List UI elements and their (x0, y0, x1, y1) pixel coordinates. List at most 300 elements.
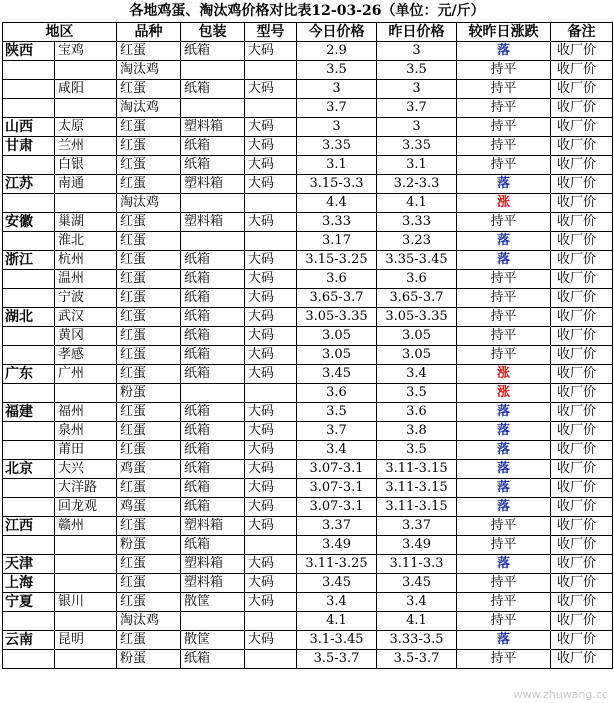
size-cell: 大码 (245, 479, 297, 498)
today-price-cell: 3.7 (297, 422, 377, 441)
variety-cell: 红蛋 (117, 251, 181, 270)
city-cell: 莆田 (55, 441, 117, 460)
size-cell (245, 232, 297, 251)
note-cell: 收厂价 (551, 346, 613, 365)
packaging-cell: 纸箱 (181, 251, 245, 270)
packaging-cell (181, 612, 245, 631)
today-price-cell: 3.45 (297, 574, 377, 593)
packaging-cell: 纸箱 (181, 327, 245, 346)
variety-cell: 红蛋 (117, 42, 181, 61)
packaging-cell: 纸箱 (181, 498, 245, 517)
province-cell (3, 498, 55, 517)
change-cell: 持平 (457, 213, 551, 232)
province-cell (3, 346, 55, 365)
note-cell: 收厂价 (551, 517, 613, 536)
city-cell: 昆明 (55, 631, 117, 650)
change-cell: 持平 (457, 327, 551, 346)
table-row (3, 156, 613, 175)
yesterday-price-cell: 3.35-3.45 (377, 251, 457, 270)
size-cell: 大码 (245, 498, 297, 517)
today-price-cell: 3.07-3.1 (297, 479, 377, 498)
variety-cell: 红蛋 (117, 422, 181, 441)
yesterday-price-cell: 3.45 (377, 574, 457, 593)
note-cell: 收厂价 (551, 650, 613, 669)
note-cell: 收厂价 (551, 536, 613, 555)
table-row (3, 346, 613, 365)
packaging-cell: 纸箱 (181, 80, 245, 99)
variety-cell: 粉蛋 (117, 650, 181, 669)
size-cell (245, 384, 297, 403)
note-cell: 收厂价 (551, 270, 613, 289)
size-cell: 大码 (245, 593, 297, 612)
province-cell: 广东 (3, 365, 55, 384)
packaging-cell: 纸箱 (181, 270, 245, 289)
today-price-cell: 3.45 (297, 365, 377, 384)
table-row (3, 422, 613, 441)
packaging-cell: 塑料箱 (181, 213, 245, 232)
table-row (3, 612, 613, 631)
today-price-cell: 3.1 (297, 156, 377, 175)
today-price-cell: 3.7 (297, 99, 377, 118)
note-cell: 收厂价 (551, 384, 613, 403)
variety-cell: 红蛋 (117, 593, 181, 612)
table-row (3, 270, 613, 289)
size-cell: 大码 (245, 156, 297, 175)
note-cell: 收厂价 (551, 460, 613, 479)
packaging-cell: 塑料箱 (181, 555, 245, 574)
change-cell: 落 (457, 479, 551, 498)
city-cell (55, 61, 117, 80)
yesterday-price-cell: 3.4 (377, 365, 457, 384)
city-cell: 宝鸡 (55, 42, 117, 61)
header-today-price: 今日价格 (297, 23, 377, 42)
change-cell: 涨 (457, 365, 551, 384)
size-cell: 大码 (245, 631, 297, 650)
note-cell: 收厂价 (551, 175, 613, 194)
change-cell: 落 (457, 631, 551, 650)
size-cell (245, 99, 297, 118)
city-cell: 白银 (55, 156, 117, 175)
packaging-cell: 纸箱 (181, 650, 245, 669)
packaging-cell (181, 232, 245, 251)
province-cell: 江苏 (3, 175, 55, 194)
size-cell (245, 61, 297, 80)
table-row (3, 99, 613, 118)
table-body (3, 42, 613, 669)
province-cell (3, 422, 55, 441)
variety-cell: 红蛋 (117, 346, 181, 365)
today-price-cell: 3 (297, 80, 377, 99)
city-cell: 泉州 (55, 422, 117, 441)
province-cell (3, 327, 55, 346)
size-cell: 大码 (245, 327, 297, 346)
header-packaging: 包装 (181, 23, 245, 42)
city-cell: 大洋路 (55, 479, 117, 498)
yesterday-price-cell: 3.49 (377, 536, 457, 555)
size-cell: 大码 (245, 80, 297, 99)
change-cell: 持平 (457, 156, 551, 175)
header-size: 型号 (245, 23, 297, 42)
province-cell (3, 232, 55, 251)
note-cell: 收厂价 (551, 213, 613, 232)
change-cell: 持平 (457, 118, 551, 137)
change-cell: 落 (457, 441, 551, 460)
today-price-cell: 3.11-3.25 (297, 555, 377, 574)
size-cell (245, 650, 297, 669)
variety-cell: 红蛋 (117, 479, 181, 498)
table-row (3, 118, 613, 137)
packaging-cell: 塑料箱 (181, 175, 245, 194)
today-price-cell: 3 (297, 118, 377, 137)
province-cell (3, 612, 55, 631)
packaging-cell: 纸箱 (181, 536, 245, 555)
note-cell: 收厂价 (551, 422, 613, 441)
size-cell: 大码 (245, 422, 297, 441)
table-row (3, 650, 613, 669)
city-cell (55, 574, 117, 593)
table-row (3, 365, 613, 384)
variety-cell: 红蛋 (117, 631, 181, 650)
variety-cell: 红蛋 (117, 232, 181, 251)
variety-cell: 红蛋 (117, 327, 181, 346)
today-price-cell: 4.1 (297, 612, 377, 631)
city-cell: 赣州 (55, 517, 117, 536)
city-cell: 杭州 (55, 251, 117, 270)
packaging-cell: 散筐 (181, 593, 245, 612)
variety-cell: 红蛋 (117, 156, 181, 175)
today-price-cell: 3.07-3.1 (297, 460, 377, 479)
province-cell (3, 80, 55, 99)
change-cell: 落 (457, 232, 551, 251)
yesterday-price-cell: 3.7 (377, 99, 457, 118)
size-cell: 大码 (245, 175, 297, 194)
table-row (3, 137, 613, 156)
packaging-cell: 纸箱 (181, 365, 245, 384)
change-cell: 持平 (457, 80, 551, 99)
variety-cell: 红蛋 (117, 270, 181, 289)
size-cell: 大码 (245, 42, 297, 61)
province-cell (3, 289, 55, 308)
table-row (3, 42, 613, 61)
change-cell: 持平 (457, 650, 551, 669)
yesterday-price-cell: 3.35 (377, 137, 457, 156)
table-row (3, 175, 613, 194)
note-cell: 收厂价 (551, 137, 613, 156)
yesterday-price-cell: 3.5-3.7 (377, 650, 457, 669)
city-cell (55, 194, 117, 213)
province-cell: 福建 (3, 403, 55, 422)
note-cell: 收厂价 (551, 251, 613, 270)
note-cell: 收厂价 (551, 612, 613, 631)
note-cell: 收厂价 (551, 80, 613, 99)
size-cell: 大码 (245, 460, 297, 479)
packaging-cell: 纸箱 (181, 156, 245, 175)
size-cell (245, 194, 297, 213)
province-cell (3, 61, 55, 80)
packaging-cell: 纸箱 (181, 422, 245, 441)
yesterday-price-cell: 3 (377, 118, 457, 137)
yesterday-price-cell: 3.1 (377, 156, 457, 175)
yesterday-price-cell: 3.5 (377, 61, 457, 80)
packaging-cell: 纸箱 (181, 460, 245, 479)
province-cell: 浙江 (3, 251, 55, 270)
province-cell (3, 384, 55, 403)
packaging-cell: 纸箱 (181, 308, 245, 327)
change-cell: 落 (457, 251, 551, 270)
note-cell: 收厂价 (551, 308, 613, 327)
change-cell: 持平 (457, 574, 551, 593)
change-cell: 落 (457, 175, 551, 194)
yesterday-price-cell: 3.33 (377, 213, 457, 232)
variety-cell: 红蛋 (117, 574, 181, 593)
variety-cell: 粉蛋 (117, 536, 181, 555)
province-cell: 云南 (3, 631, 55, 650)
header-row (3, 23, 613, 42)
variety-cell: 红蛋 (117, 175, 181, 194)
variety-cell: 红蛋 (117, 308, 181, 327)
variety-cell: 红蛋 (117, 137, 181, 156)
change-cell: 持平 (457, 536, 551, 555)
city-cell: 温州 (55, 270, 117, 289)
yesterday-price-cell: 3 (377, 80, 457, 99)
yesterday-price-cell: 3.05 (377, 346, 457, 365)
header-variety: 品种 (117, 23, 181, 42)
change-cell: 持平 (457, 99, 551, 118)
today-price-cell: 3.15-3.25 (297, 251, 377, 270)
packaging-cell (181, 384, 245, 403)
size-cell: 大码 (245, 403, 297, 422)
note-cell: 收厂价 (551, 99, 613, 118)
change-cell: 涨 (457, 384, 551, 403)
change-cell: 落 (457, 42, 551, 61)
today-price-cell: 3.15-3.3 (297, 175, 377, 194)
note-cell: 收厂价 (551, 631, 613, 650)
size-cell: 大码 (245, 289, 297, 308)
table-row (3, 289, 613, 308)
packaging-cell (181, 99, 245, 118)
packaging-cell: 纸箱 (181, 346, 245, 365)
yesterday-price-cell: 3.11-3.15 (377, 479, 457, 498)
table-row (3, 479, 613, 498)
table-row (3, 80, 613, 99)
city-cell (55, 555, 117, 574)
change-cell: 落 (457, 498, 551, 517)
note-cell: 收厂价 (551, 479, 613, 498)
note-cell: 收厂价 (551, 574, 613, 593)
table-row (3, 498, 613, 517)
size-cell: 大码 (245, 346, 297, 365)
packaging-cell: 纸箱 (181, 42, 245, 61)
table-row (3, 593, 613, 612)
note-cell: 收厂价 (551, 61, 613, 80)
header-change: 较昨日涨跌 (457, 23, 551, 42)
yesterday-price-cell: 3.4 (377, 593, 457, 612)
size-cell: 大码 (245, 555, 297, 574)
yesterday-price-cell: 3.5 (377, 441, 457, 460)
size-cell: 大码 (245, 441, 297, 460)
variety-cell: 鸡蛋 (117, 460, 181, 479)
city-cell: 兰州 (55, 137, 117, 156)
variety-cell: 红蛋 (117, 289, 181, 308)
city-cell: 广州 (55, 365, 117, 384)
today-price-cell: 3.5 (297, 61, 377, 80)
yesterday-price-cell: 3.5 (377, 384, 457, 403)
size-cell (245, 536, 297, 555)
yesterday-price-cell: 4.1 (377, 612, 457, 631)
variety-cell: 红蛋 (117, 403, 181, 422)
variety-cell: 红蛋 (117, 118, 181, 137)
province-cell (3, 536, 55, 555)
note-cell: 收厂价 (551, 156, 613, 175)
today-price-cell: 4.4 (297, 194, 377, 213)
today-price-cell: 3.65-3.7 (297, 289, 377, 308)
note-cell: 收厂价 (551, 232, 613, 251)
today-price-cell: 3.35 (297, 137, 377, 156)
note-cell: 收厂价 (551, 441, 613, 460)
table-row (3, 460, 613, 479)
yesterday-price-cell: 3.2-3.3 (377, 175, 457, 194)
city-cell: 淮北 (55, 232, 117, 251)
today-price-cell: 3.37 (297, 517, 377, 536)
change-cell: 持平 (457, 289, 551, 308)
variety-cell: 红蛋 (117, 555, 181, 574)
variety-cell: 淘汰鸡 (117, 61, 181, 80)
yesterday-price-cell: 3.6 (377, 403, 457, 422)
province-cell (3, 270, 55, 289)
yesterday-price-cell: 3.05-3.35 (377, 308, 457, 327)
table-row (3, 555, 613, 574)
packaging-cell (181, 194, 245, 213)
yesterday-price-cell: 3.23 (377, 232, 457, 251)
yesterday-price-cell: 3.33-3.5 (377, 631, 457, 650)
today-price-cell: 3.4 (297, 593, 377, 612)
yesterday-price-cell: 3.05 (377, 327, 457, 346)
province-cell: 山西 (3, 118, 55, 137)
today-price-cell: 2.9 (297, 42, 377, 61)
today-price-cell: 3.05 (297, 327, 377, 346)
today-price-cell: 3.6 (297, 384, 377, 403)
packaging-cell (181, 61, 245, 80)
size-cell: 大码 (245, 251, 297, 270)
variety-cell: 红蛋 (117, 517, 181, 536)
province-cell: 安徽 (3, 213, 55, 232)
change-cell: 持平 (457, 612, 551, 631)
note-cell: 收厂价 (551, 327, 613, 346)
province-cell (3, 194, 55, 213)
change-cell: 持平 (457, 61, 551, 80)
table-row (3, 327, 613, 346)
variety-cell: 红蛋 (117, 213, 181, 232)
change-cell: 持平 (457, 308, 551, 327)
change-cell: 持平 (457, 517, 551, 536)
packaging-cell: 塑料箱 (181, 118, 245, 137)
size-cell: 大码 (245, 574, 297, 593)
yesterday-price-cell: 3.65-3.7 (377, 289, 457, 308)
city-cell (55, 650, 117, 669)
packaging-cell: 纸箱 (181, 137, 245, 156)
city-cell: 孝感 (55, 346, 117, 365)
today-price-cell: 3.07-3.1 (297, 498, 377, 517)
today-price-cell: 3.6 (297, 270, 377, 289)
variety-cell: 红蛋 (117, 441, 181, 460)
page-title: 各地鸡蛋、淘汰鸡价格对比表12-03-26（单位：元/斤） (129, 3, 485, 19)
table-row (3, 61, 613, 80)
province-cell: 陕西 (3, 42, 55, 61)
today-price-cell: 3.5 (297, 403, 377, 422)
province-cell: 天津 (3, 555, 55, 574)
size-cell: 大码 (245, 118, 297, 137)
packaging-cell: 纸箱 (181, 289, 245, 308)
price-table (2, 22, 613, 669)
change-cell: 持平 (457, 137, 551, 156)
today-price-cell: 3.05 (297, 346, 377, 365)
change-cell: 落 (457, 422, 551, 441)
table-row (3, 308, 613, 327)
city-cell (55, 612, 117, 631)
header-region: 地区 (3, 23, 117, 42)
header-yesterday-price: 昨日价格 (377, 23, 457, 42)
table-row (3, 194, 613, 213)
city-cell (55, 384, 117, 403)
yesterday-price-cell: 3.6 (377, 270, 457, 289)
table-row (3, 384, 613, 403)
note-cell: 收厂价 (551, 118, 613, 137)
city-cell: 武汉 (55, 308, 117, 327)
today-price-cell: 3.05-3.35 (297, 308, 377, 327)
change-cell: 涨 (457, 194, 551, 213)
yesterday-price-cell: 3.11-3.15 (377, 460, 457, 479)
yesterday-price-cell: 3.8 (377, 422, 457, 441)
size-cell: 大码 (245, 308, 297, 327)
variety-cell: 红蛋 (117, 365, 181, 384)
yesterday-price-cell: 3.11-3.3 (377, 555, 457, 574)
table-row (3, 232, 613, 251)
variety-cell: 淘汰鸡 (117, 194, 181, 213)
city-cell: 咸阳 (55, 80, 117, 99)
variety-cell: 鸡蛋 (117, 498, 181, 517)
packaging-cell: 纸箱 (181, 441, 245, 460)
packaging-cell: 塑料箱 (181, 517, 245, 536)
note-cell: 收厂价 (551, 593, 613, 612)
table-row (3, 574, 613, 593)
change-cell: 落 (457, 460, 551, 479)
yesterday-price-cell: 3.11-3.15 (377, 498, 457, 517)
variety-cell: 粉蛋 (117, 384, 181, 403)
size-cell: 大码 (245, 365, 297, 384)
note-cell: 收厂价 (551, 194, 613, 213)
note-cell: 收厂价 (551, 555, 613, 574)
city-cell: 巢湖 (55, 213, 117, 232)
province-cell: 上海 (3, 574, 55, 593)
city-cell: 黄冈 (55, 327, 117, 346)
city-cell: 太原 (55, 118, 117, 137)
city-cell (55, 99, 117, 118)
today-price-cell: 3.33 (297, 213, 377, 232)
province-cell: 宁夏 (3, 593, 55, 612)
variety-cell: 淘汰鸡 (117, 612, 181, 631)
change-cell: 落 (457, 403, 551, 422)
packaging-cell: 纸箱 (181, 479, 245, 498)
change-cell: 持平 (457, 270, 551, 289)
province-cell (3, 99, 55, 118)
change-cell: 落 (457, 555, 551, 574)
note-cell: 收厂价 (551, 42, 613, 61)
header-note: 备注 (551, 23, 613, 42)
today-price-cell: 3.4 (297, 441, 377, 460)
packaging-cell: 塑料箱 (181, 574, 245, 593)
yesterday-price-cell: 3.37 (377, 517, 457, 536)
variety-cell: 红蛋 (117, 80, 181, 99)
